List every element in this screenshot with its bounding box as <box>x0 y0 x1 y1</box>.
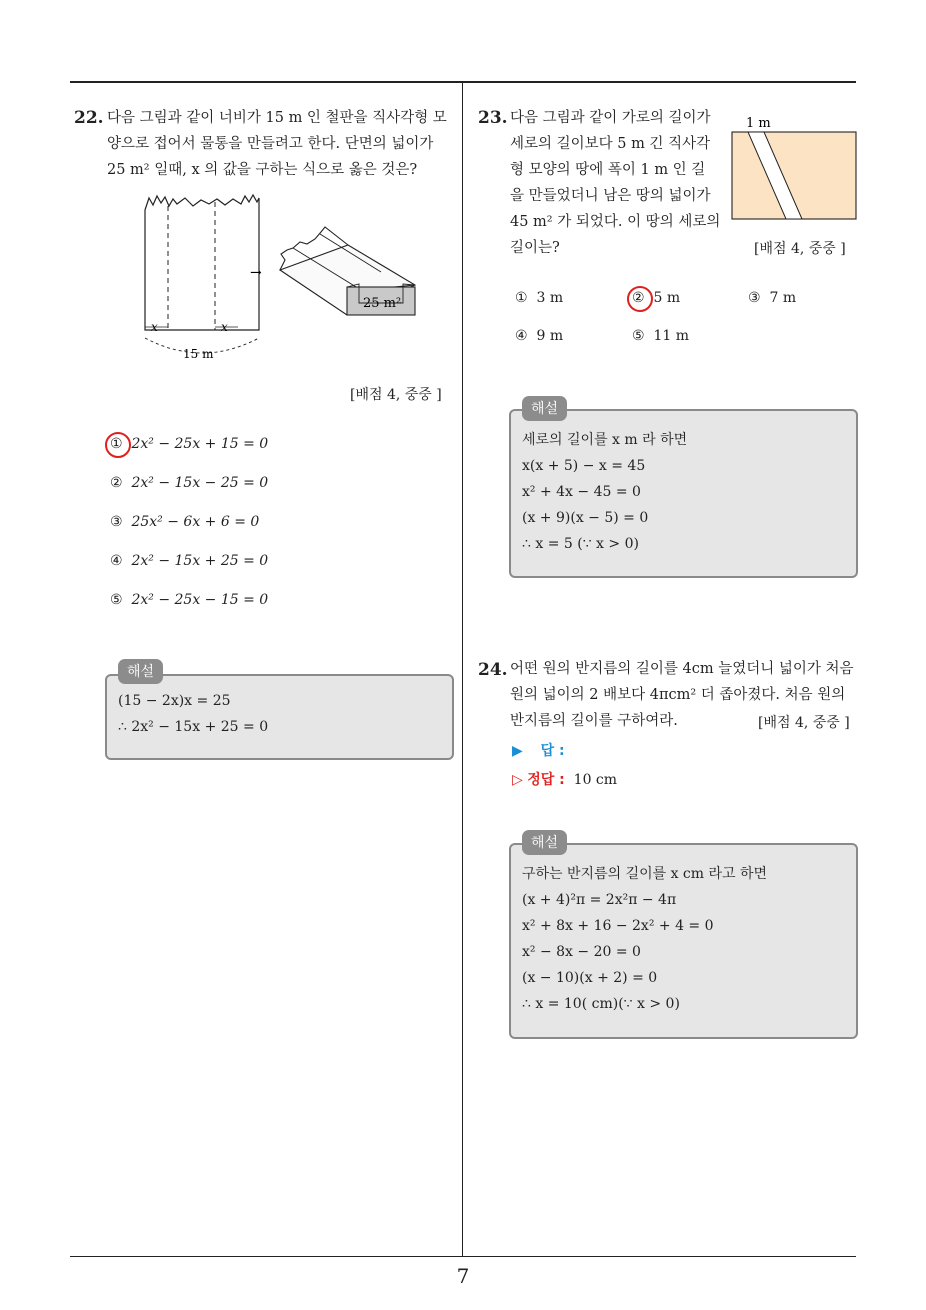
choice-mark: ③ <box>748 290 761 306</box>
play-outline-icon: ▷ <box>512 772 523 788</box>
q22-arrow: → <box>250 265 262 281</box>
q22-figure <box>135 190 435 365</box>
q23-solution-tag: 해설 <box>522 396 567 421</box>
q22-width-label: 15 m <box>183 347 214 361</box>
q24-line: 반지름의 길이를 구하여라. <box>510 713 678 729</box>
q23-figure <box>730 112 860 222</box>
answer-label: 답 : <box>540 743 565 759</box>
page-number: 7 <box>456 1264 470 1288</box>
q23-question <box>510 105 725 261</box>
solution-line: (x − 10)(x + 2) = 0 <box>522 970 658 986</box>
q22-choice-3[interactable] <box>110 514 259 530</box>
q23-solution <box>522 427 687 557</box>
q22-solution-tag: 해설 <box>118 659 163 684</box>
choice-text: 25x² − 6x + 6 = 0 <box>131 514 260 530</box>
choice-text: 3 m <box>536 290 564 306</box>
choice-text: 9 m <box>536 328 564 344</box>
q23-line: 형 모양의 땅에 폭이 1 m 인 길 <box>510 162 706 178</box>
solution-line: x² + 8x + 16 − 2x² + 4 = 0 <box>522 918 714 934</box>
solution-line: ∴ x = 5 (∵ x > 0) <box>522 536 639 552</box>
q24-meta: [배점 4, 중중 ] <box>758 715 850 731</box>
q23-selected-ring <box>627 286 653 312</box>
solution-line: x(x + 5) − x = 45 <box>522 458 646 474</box>
solution-line: x² − 8x − 20 = 0 <box>522 944 641 960</box>
q22-choice-2[interactable] <box>110 475 268 491</box>
solution-line: (x + 4)²π = 2x²π − 4π <box>522 892 677 908</box>
q23-choice-3[interactable] <box>748 290 796 306</box>
q22-choice-1[interactable] <box>110 436 268 452</box>
choice-mark: ① <box>110 436 123 452</box>
q23-line: 45 m² 가 되었다. 이 땅의 세로의 <box>510 214 721 230</box>
solution-line: 구하는 반지름의 길이를 x cm 라고 하면 <box>522 866 768 882</box>
choice-text: 2x² − 25x + 15 = 0 <box>131 436 269 452</box>
choice-text: 7 m <box>769 290 797 306</box>
q24-solution-tag: 해설 <box>522 830 567 855</box>
q23-width-label: 1 m <box>746 116 771 131</box>
choice-mark: ② <box>632 290 645 306</box>
correct-label: 정답 : <box>527 772 565 788</box>
choice-text: 2x² − 25x − 15 = 0 <box>131 592 269 608</box>
correct-value: 10 cm <box>573 772 618 788</box>
q22-line: 25 m² 일때, x 의 값을 구하는 식으로 옳은 것은? <box>107 162 418 178</box>
choice-mark: ③ <box>110 514 123 530</box>
q23-line: 을 만들었더니 남은 땅의 넓이가 <box>510 188 711 204</box>
q24-number: 24. <box>478 660 508 680</box>
q24-line: 어떤 원의 반지름의 길이를 4cm 늘였더니 넓이가 처음 <box>510 661 854 677</box>
q24-answer-row[interactable] <box>512 740 565 760</box>
choice-mark: ⑤ <box>632 328 645 344</box>
q23-number: 23. <box>478 108 508 128</box>
choice-text: 2x² − 15x + 25 = 0 <box>131 553 269 569</box>
q22-x-label-right: x <box>221 320 228 334</box>
q24-solution <box>522 861 767 1017</box>
choice-mark: ① <box>515 290 528 306</box>
q23-choice-1[interactable] <box>515 290 563 306</box>
q24-line: 원의 넓이의 2 배보다 4πcm² 더 좁아졌다. 처음 원의 <box>510 687 846 703</box>
q22-meta: [배점 4, 중중 ] <box>350 387 442 403</box>
solution-line: (15 − 2x)x = 25 <box>118 693 231 709</box>
q22-x-label-left: x <box>151 320 158 334</box>
solution-line: ∴ 2x² − 15x + 25 = 0 <box>118 719 269 735</box>
q23-line: 길이는? <box>510 240 560 256</box>
choice-mark: ④ <box>515 328 528 344</box>
q22-area-label: 25 m² <box>363 296 402 311</box>
q23-meta: [배점 4, 중중 ] <box>754 241 846 257</box>
choice-text: 2x² − 15x − 25 = 0 <box>131 475 269 491</box>
choice-text: 5 m <box>653 290 681 306</box>
solution-line: 세로의 길이를 x m 라 하면 <box>522 432 688 448</box>
q23-choice-5[interactable] <box>632 328 689 344</box>
choice-mark: ② <box>110 475 123 491</box>
play-icon: ▶ <box>512 743 523 759</box>
q22-line: 다음 그림과 같이 너비가 15 m 인 철판을 직사각형 모 <box>107 110 447 126</box>
q23-line: 다음 그림과 같이 가로의 길이가 <box>510 110 711 126</box>
choice-mark: ⑤ <box>110 592 123 608</box>
q23-line: 세로의 길이보다 5 m 긴 직사각 <box>510 136 711 152</box>
q22-number: 22. <box>74 108 104 128</box>
q22-solution <box>118 688 268 740</box>
top-rule <box>70 81 856 83</box>
q22-line: 양으로 접어서 물통을 만들려고 한다. 단면의 넓이가 <box>107 136 434 152</box>
solution-line: ∴ x = 10( cm)(∵ x > 0) <box>522 996 680 1012</box>
solution-line: (x + 9)(x − 5) = 0 <box>522 510 649 526</box>
q24-correct-row <box>512 769 617 789</box>
q23-choice-4[interactable] <box>515 328 563 344</box>
q22-question <box>107 105 457 183</box>
solution-line: x² + 4x − 45 = 0 <box>522 484 641 500</box>
bottom-rule <box>70 1256 856 1257</box>
q22-sheet <box>145 195 259 330</box>
q22-choice-5[interactable] <box>110 592 268 608</box>
choice-mark: ④ <box>110 553 123 569</box>
choice-text: 11 m <box>653 328 690 344</box>
q22-choice-4[interactable] <box>110 553 268 569</box>
q22-selected-ring <box>105 432 131 458</box>
column-divider <box>462 81 463 1257</box>
